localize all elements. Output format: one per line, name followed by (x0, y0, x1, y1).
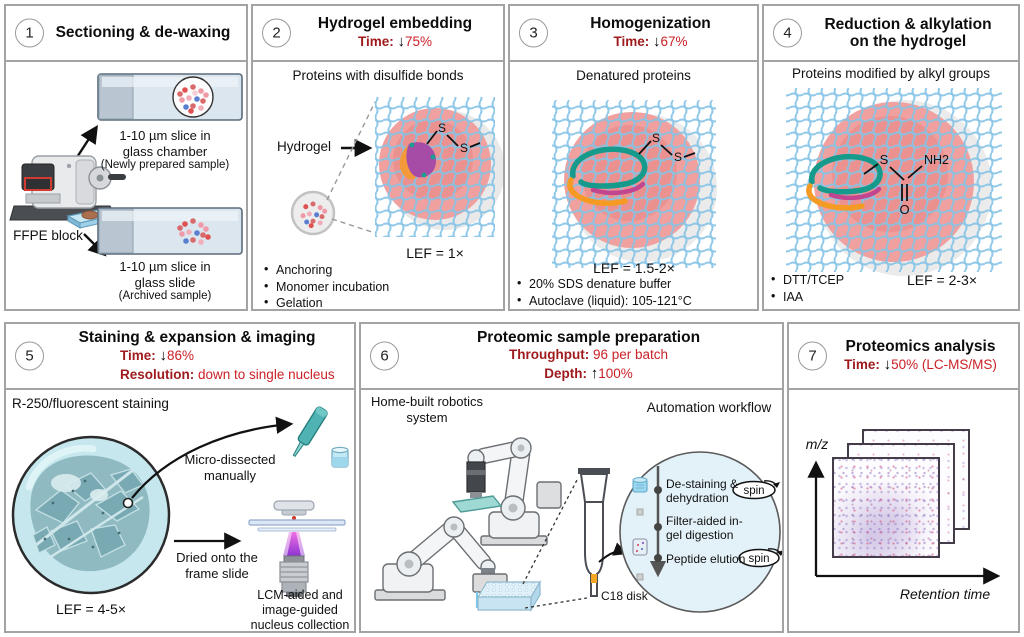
stat-label: Throughput: (508, 347, 590, 363)
panel-title: Hydrogel embedding (317, 14, 473, 32)
panel-2-body (253, 62, 503, 309)
slide-note: (Archived sample) (118, 290, 212, 302)
panel-7-header (789, 324, 1018, 390)
stat-label: Resolution: (120, 366, 195, 382)
dissection-spot-marker (124, 499, 133, 508)
down-arrow-icon: ↓ (159, 347, 168, 365)
stat-line (358, 32, 432, 51)
step-number-badge: 7 (798, 342, 827, 371)
lef-label: LEF = 4-5× (55, 601, 127, 617)
stat-label: Depth: (544, 365, 587, 381)
panel-1-body (6, 62, 246, 309)
panel-2 (251, 4, 505, 311)
stat-value: 67% (660, 34, 688, 50)
bullet-item: • Autoclave (liquid): 105-121°C (516, 293, 754, 310)
robot-arm-right-icon (453, 438, 561, 545)
bullet-item: • Anchoring (263, 262, 493, 279)
stat-value: 86% (167, 348, 195, 364)
panel-4-body (764, 62, 1018, 309)
panel-subtitle: R-250/fluorescent staining (12, 396, 169, 411)
frame-slide (249, 520, 345, 525)
stat-line (509, 346, 668, 363)
x-axis-label: Retention time (899, 586, 991, 602)
stagetip-icon (578, 468, 610, 596)
panel-4-header (764, 6, 1018, 62)
workflow-step-label: Filter-aided in-gel digestion (666, 514, 743, 542)
step-number-badge: 1 (15, 19, 44, 48)
micro-dissected-label: Micro-dissected manually (184, 452, 276, 483)
sulfur-label: S (673, 150, 683, 164)
sulfur-label: S (879, 152, 889, 167)
stat-line (46, 346, 348, 365)
workflow-step-label: De-staining & dehydration (666, 477, 739, 505)
automation-workflow-label: Automation workflow (646, 400, 772, 415)
lcm-label: LCM-aided and image-guided nucleus collection (250, 588, 350, 632)
robotics-system-label: Home-built robotics system (371, 394, 483, 425)
spin-label: spin (748, 553, 770, 565)
bullet-item: • 20% SDS denature buffer (516, 276, 754, 293)
held-gel-plate (453, 496, 501, 512)
stat-value: 50% (LC-MS/MS) (891, 357, 997, 373)
panel-title: Staining & expansion & imaging (78, 329, 316, 347)
stat-line (544, 364, 633, 383)
stat-line (844, 355, 997, 374)
camera-module (467, 462, 485, 492)
gel-piece-icon (633, 478, 647, 492)
workflow-step-label: Peptide elution (666, 552, 746, 566)
panel-title: Proteomic sample preparation (476, 329, 701, 347)
panel-title: Proteomics analysis (845, 337, 996, 355)
lcm-microscope-icon (249, 501, 345, 597)
panel-5-header (6, 324, 354, 390)
stat-line (613, 32, 687, 51)
panel-6-body (361, 390, 782, 631)
panel-title: Homogenization (590, 14, 711, 32)
step-number-badge: 4 (773, 19, 802, 48)
c18-disk-label: C18 disk (601, 589, 648, 603)
glass-slide-icon (98, 208, 242, 254)
stat-line (46, 366, 348, 383)
panel-subtitle: Proteins with disulfide bonds (292, 68, 464, 83)
panel-3 (508, 4, 759, 311)
glass-chamber-icon (98, 74, 242, 120)
stat-value: 75% (405, 34, 433, 50)
up-arrow-icon: ↑ (590, 364, 599, 382)
stat-value: 100% (598, 365, 633, 381)
hydrogel-mesh-image (375, 97, 503, 237)
lef-label: LEF = 1.5-2× (593, 260, 675, 276)
step-number-badge: 3 (519, 19, 548, 48)
sulfur-label: S (437, 121, 447, 135)
bullet-list (516, 276, 754, 309)
pipette-icon (289, 406, 328, 459)
dehydrated-gel-icon (637, 509, 643, 515)
stat-label: Time: (357, 34, 394, 50)
bullet-list (770, 272, 880, 305)
panel-subtitle: Denatured proteins (576, 68, 691, 83)
panel-1-header (6, 6, 246, 62)
panel-3-body (510, 62, 757, 309)
panel-5-body (6, 390, 354, 631)
sulfur-label: S (651, 131, 661, 145)
expanded-gel-icon (13, 437, 169, 593)
step-number-badge: 6 (370, 342, 399, 371)
panel-3-header (510, 6, 757, 62)
hydrogel-mesh (786, 88, 1002, 272)
panel-6-header (361, 324, 782, 390)
amine-label: NH2 (924, 153, 950, 167)
oxygen-label: O (899, 202, 910, 217)
stat-value: 96 per batch (592, 347, 669, 363)
panel-7-body (789, 390, 1018, 631)
bullet-item: • Gelation (263, 295, 493, 312)
digestion-tube-icon (633, 539, 647, 555)
ffpe-label: FFPE block (13, 228, 83, 243)
panel-2-header (253, 6, 503, 62)
lef-label: LEF = 1× (406, 245, 464, 261)
panel-6 (359, 322, 784, 633)
panel-subtitle: Proteins modified by alkyl groups (791, 66, 991, 81)
down-arrow-icon: ↓ (653, 33, 661, 51)
slide-label: 1-10 µm slice in glass slide (119, 259, 211, 290)
bullet-item: • Monomer incubation (263, 279, 493, 296)
panel-7 (787, 322, 1020, 633)
collection-tube-icon (332, 447, 348, 467)
stat-label: Time: (120, 348, 156, 364)
hydrogel-mesh-image (786, 88, 1002, 276)
stat-label: Time: (613, 34, 650, 50)
lef-label: LEF = 2-3× (906, 272, 978, 288)
dashed-zoom-line (332, 219, 375, 233)
panel-4 (762, 4, 1020, 311)
c18-disk (591, 574, 597, 583)
hydrogel-label: Hydrogel (276, 139, 332, 154)
step-number-badge: 5 (15, 342, 44, 371)
bullet-item: • IAA (770, 289, 880, 306)
step-number-badge: 2 (262, 19, 291, 48)
down-arrow-icon: ↓ (397, 33, 405, 51)
stat-value: down to single nucleus (198, 366, 335, 382)
sulfur-label: S (459, 141, 469, 155)
stat-label: Time: (844, 357, 880, 373)
well-plate-icon (478, 582, 540, 610)
panel-6-art (361, 390, 782, 633)
chamber-note: (Newly prepared sample) (100, 159, 230, 171)
down-arrow-icon: ↓ (883, 356, 892, 374)
chamber-label: 1-10 µm slice in glass chamber (119, 128, 211, 159)
panel-5 (4, 322, 356, 633)
panel-1 (4, 4, 248, 311)
bullet-item: • DTT/TCEP (770, 272, 880, 289)
y-axis-label: m/z (805, 436, 829, 452)
panel-title: Sectioning & de-waxing (55, 24, 231, 42)
eluted-gel-icon (637, 574, 643, 580)
bullet-list (263, 262, 493, 312)
dried-label: Dried onto the frame slide (176, 550, 258, 581)
spin-label: spin (743, 485, 765, 497)
panel-title: Reduction & alkylation on the hydrogel (824, 15, 992, 50)
